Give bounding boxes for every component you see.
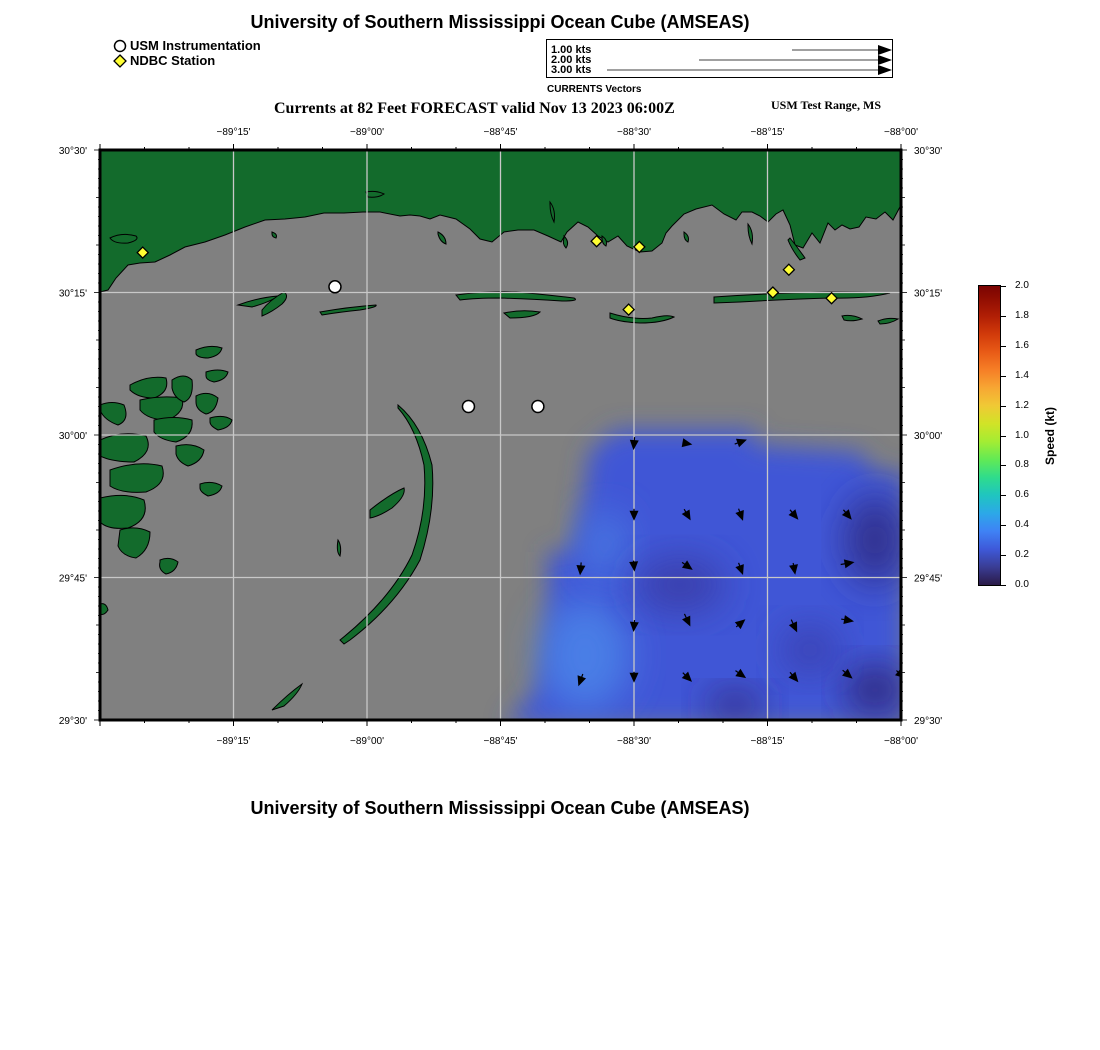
colorbar-tick <box>1000 525 1006 526</box>
colorbar-tick <box>1000 376 1006 377</box>
lon-label-bottom-2: −88°45' <box>483 736 518 747</box>
lon-label-top-0: −89°15' <box>216 127 251 138</box>
lat-label-left-4: 29°30' <box>58 716 87 727</box>
lat-label-right-4: 29°30' <box>914 716 943 727</box>
legend-ndbc-label: NDBC Station <box>130 53 216 68</box>
lat-label-right-2: 30°00' <box>914 431 943 442</box>
biloxi-marsh-5 <box>100 434 148 462</box>
colorbar-tick <box>1000 465 1006 466</box>
colorbar-tick-label: 0.2 <box>1015 549 1029 561</box>
colorbar-tick-label: 0.0 <box>1015 579 1029 590</box>
lat-label-left-3: 29°45' <box>58 573 87 585</box>
colorbar-tick-label: 0.8 <box>1015 459 1029 471</box>
lat-label-right-3: 29°45' <box>914 573 943 585</box>
lon-label-top-2: −88°45' <box>483 127 518 138</box>
colorbar-gradient <box>978 285 1001 586</box>
lat-label-left-0: 30°30' <box>58 146 87 157</box>
vector-key-label-2: 2.00 kts <box>551 54 592 66</box>
map-subtitle: Currents at 82 Feet FORECAST valid Nov 13 2023 06:00Z <box>274 100 675 117</box>
colorbar-tick-label: 0.4 <box>1015 519 1029 531</box>
lat-label-left-2: 30°00' <box>58 431 87 442</box>
lon-label-bottom-3: −88°30' <box>617 736 651 747</box>
lon-label-bottom-1: −89°00' <box>350 736 384 747</box>
usm-instrument-marker-2 <box>532 401 544 413</box>
vector-key-title: CURRENTS Vectors <box>547 84 642 95</box>
usm-instrument-marker-0 <box>329 281 341 293</box>
lon-label-top-4: −88°15' <box>750 127 785 138</box>
lat-label-right-1: 30°15' <box>914 288 943 300</box>
colorbar-tick <box>1000 406 1006 407</box>
colorbar-tick <box>1000 286 1006 287</box>
colorbar-title: Speed (kt) <box>1043 406 1057 466</box>
lon-label-bottom-4: −88°15' <box>750 736 785 747</box>
colorbar-tick-label: 2.0 <box>1015 280 1029 291</box>
footer-title: University of Southern Mississippi Ocean Cube (AMSEAS) <box>250 798 750 818</box>
colorbar-tick-label: 1.6 <box>1015 339 1029 351</box>
colorbar-tick <box>1000 585 1006 586</box>
legend-usm-label: USM Instrumentation <box>130 38 261 53</box>
page-title: University of Southern Mississippi Ocean Cube (AMSEAS) <box>250 12 750 32</box>
colorbar-tick-label: 1.0 <box>1015 429 1029 441</box>
colorbar-tick <box>1000 555 1006 556</box>
vector-key-label-3: 3.00 kts <box>551 64 592 76</box>
colorbar-tick-label: 1.8 <box>1015 309 1029 321</box>
colorbar-tick-label: 1.4 <box>1015 369 1029 381</box>
lon-label-bottom-5: −88°00' <box>884 736 918 747</box>
colorbar-tick-label: 1.2 <box>1015 399 1029 411</box>
lat-label-right-0: 30°30' <box>914 146 943 157</box>
region-label: USM Test Range, MS <box>771 98 882 112</box>
usm-instrument-marker-1 <box>462 401 474 413</box>
colorbar-tick <box>1000 436 1006 437</box>
lon-label-top-1: −89°00' <box>350 127 384 138</box>
colorbar <box>978 285 1001 586</box>
colorbar-tick-label: 0.6 <box>1015 489 1029 501</box>
colorbar-tick <box>1000 346 1006 347</box>
colorbar-tick <box>1000 495 1006 496</box>
lon-label-top-3: −88°30' <box>617 127 651 138</box>
colorbar-tick <box>1000 316 1006 317</box>
lon-label-top-5: −88°00' <box>884 127 918 138</box>
lon-label-bottom-0: −89°15' <box>216 736 251 747</box>
vector-key-label-1: 1.00 kts <box>551 44 592 56</box>
lat-label-left-1: 30°15' <box>58 288 87 300</box>
